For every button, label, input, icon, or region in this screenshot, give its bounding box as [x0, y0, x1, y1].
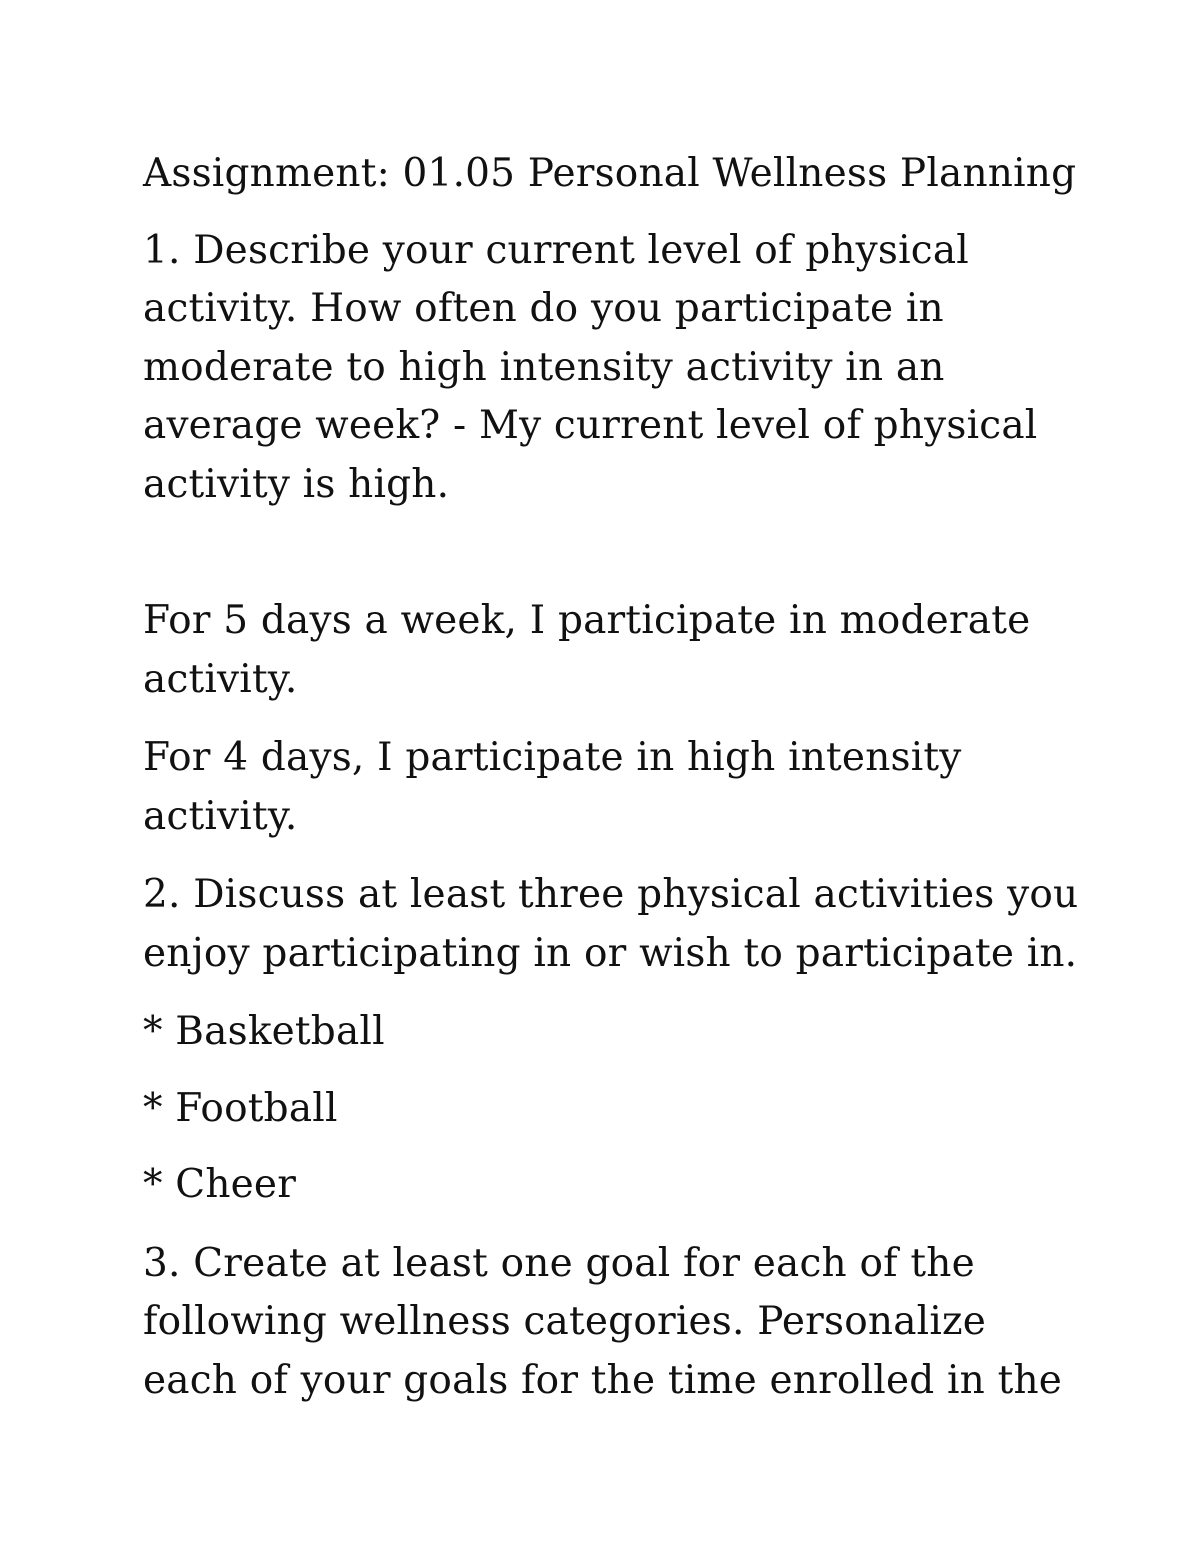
spacer	[143, 1062, 1083, 1080]
activity-item: * Football	[143, 1085, 338, 1131]
question-2-line: 2. Discuss at least three physical activities you	[143, 872, 1079, 917]
question-1	[143, 222, 1083, 515]
question-1-line: 1. Describe your current level of physical	[143, 227, 969, 273]
question-3-line: each of your goals for the time enrolled in the	[143, 1357, 1063, 1403]
document-body	[143, 145, 1083, 1410]
answer-line: activity.	[143, 793, 298, 839]
answer-moderate-activity	[143, 592, 1083, 709]
assignment-title: Assignment: 01.05 Personal Wellness Planning	[143, 151, 1077, 196]
question-3-line: following wellness categories. Personalize	[143, 1299, 987, 1344]
activity-item: * Cheer	[143, 1162, 297, 1207]
question-1-line: activity. How often do you participate in	[143, 286, 944, 331]
question-1-line: activity is high.	[143, 461, 450, 507]
answer-line: For 4 days, I participate in high intensity	[143, 735, 962, 780]
question-2-line: enjoy participating in or wish to participate in.	[143, 930, 1078, 976]
activity-item: * Basketball	[143, 1009, 385, 1054]
spacer	[143, 204, 1083, 222]
spacer	[143, 1215, 1083, 1235]
spacer	[143, 514, 1083, 592]
question-1-line: moderate to high intensity activity in an	[143, 344, 945, 390]
activity-list	[143, 1003, 1083, 1215]
answer-high-intensity-activity	[143, 729, 1083, 846]
question-3	[143, 1235, 1083, 1411]
spacer	[143, 1138, 1083, 1156]
spacer	[143, 983, 1083, 1003]
spacer	[143, 846, 1083, 866]
question-1-line: average week? - My current level of physical	[143, 403, 1038, 448]
question-3-line: 3. Create at least one goal for each of the	[143, 1240, 975, 1286]
answer-line: For 5 days a week, I participate in moderate	[143, 598, 1031, 643]
spacer	[143, 709, 1083, 729]
answer-line: activity.	[143, 656, 298, 702]
question-2	[143, 866, 1083, 983]
